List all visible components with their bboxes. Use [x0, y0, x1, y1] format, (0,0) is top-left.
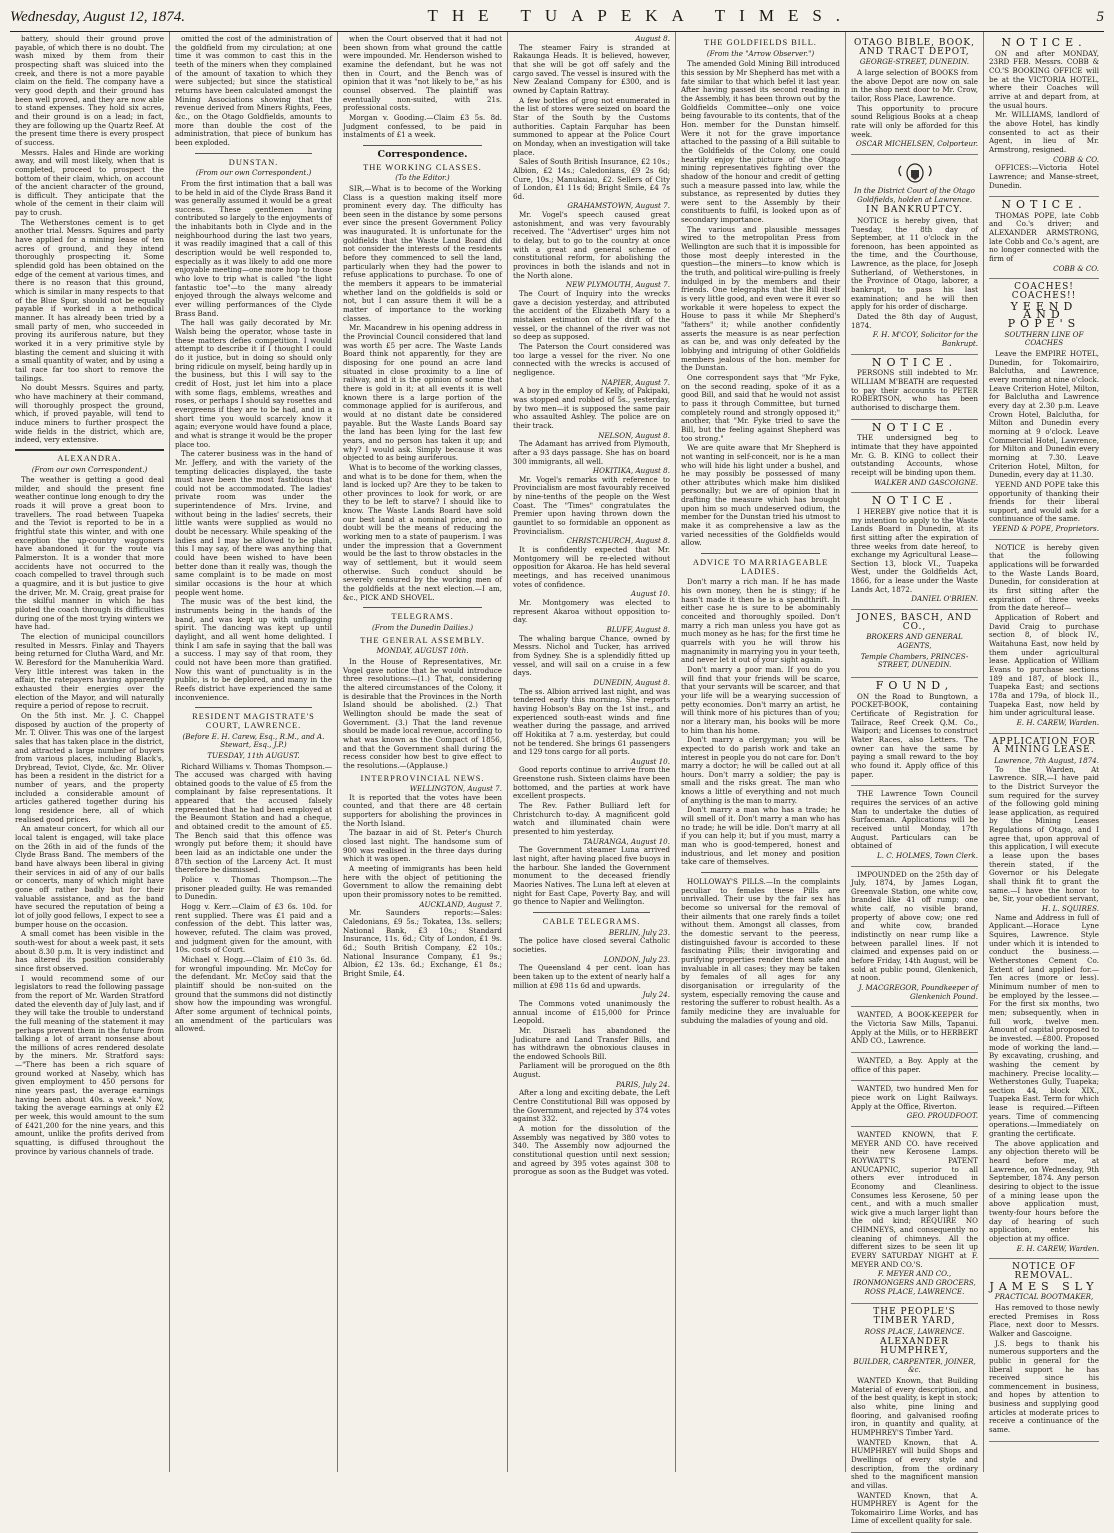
advert-address: Temple Chambers, PRINCES-STREET, DUNEDIN. — [860, 651, 969, 670]
article-text: The amended Gold Mining Bill introduced this session by Mr Shepherd has met with a fate similar to that which befel it last year. After having passed its second reading in the Assembly, it has been thrown out by the Goldfields Committee—only one voice being favourable to its contents, that of the Hon. member for the Dunstan himself. Were it not for the grave importance attached to the passing of a Bill suitable to the Goldfields of the Colony, one could heartily enjoy the picture of the Otago mining representatives fighting over the shadow of the honour and credit of getting such a measure passed into law, while the substance, as represented by duties they were sent to the Assembly by their constituents to fulfil, is looked upon as of secondary importance. — [681, 59, 840, 225]
article-text: SIR,—What is to become of the Working Class is a question making itself more prominent every day. The difficulty has been seen in the distance by some persons ever since the present Government Policy was inaugurated. It is unfortunate for the goldfields that the Waste Land Board did not consider the interests of the residents before they commenced to sell the land, particularly when they had the power to refuse applications to purchase. To one of the members it appears to be immaterial whether land on the goldfields is sold or not, but I can assure them it will be a matter of importance to the working classes. — [343, 183, 502, 323]
advert-title: NOTICE. — [871, 355, 958, 369]
advert-bankruptcy — [851, 155, 978, 355]
divider — [195, 707, 312, 708]
advert-text: The above application and any objection thereto will be heard before me, at Lawrence, on Wednesday, 9th September, 1874. Any person desiring to object to the issue of a mining lease upon the above application must, twenty-four hours before the day of hearing of such application, enter his objection at my office. — [989, 1138, 1099, 1243]
article-text: battery, should their ground prove payable, of which there is no doubt. The wash mixed by them from their prospecting shaft was sluiced into the creek, and there is not a more payable claim on the field. The company have a very good depth and their ground has been well proved, and they are now able to stand expenses. They hold six acres, and their ground is on a lead; in fact, they are following up the Quartz Reef. At the present time there is every prospect of success. — [15, 34, 164, 147]
article-text: Messrs. Hales and Hinde are working away, and will most likely, when that is completed, proceed to prospect the bottom of their claim, which, on account of the ancient character of the ground, is difficult. They anticipate that the whole of the cement in their claim will pay to crush. — [15, 147, 164, 218]
section-heading-alexandra: ALEXANDRA. — [57, 453, 122, 463]
advert-notice-walker — [851, 420, 978, 494]
advert-title: NOTICE. — [1001, 36, 1087, 49]
advert-date: Lawrence, 7th August, 1874. — [994, 755, 1099, 765]
advert-text: WANTED Known, that A. HUMPHREY is Agent for the Tokomairiro Lime Works, and has Lime of excellent quality for sale. — [851, 1490, 978, 1526]
advert-text: Leave the EMPIRE HOTEL, Dunedin, for Tokomairiro, Balclutha, and Lawrence, every morning at nine o'clock. Leave Criterion Hotel, Milton, for Balclutha and Lawrence every day at 2.30 p.m. Leave Crown Hotel, Balclutha, for Milton and Dunedin every morning at 9 o'clock. Leave Commercial Hotel, Lawrence, for Milton and Dunedin every morning at 7.30. Leave Criterion Hotel, Milton, for Dunedin, every day at 11.30. — [989, 349, 1099, 480]
article-text: On the 5th inst. Mr. J. C. Chappel disposed by auction of the property of Mr. T. Oliver. This was one of the largest sales that has taken place in the district, and attracted a large number of buyers from various places, including Black's, Drybread, Teviot, Clyde, &c. Mr. Oliver has been a resident in the district for a number of years, and the property included a considerable amount of articles gathered together during his long residence here, all of which realised good prices. — [15, 710, 164, 824]
column-2 — [170, 32, 338, 1472]
letter-title: THE WORKING CLASSES. — [363, 162, 482, 172]
advert-title: APPLICATION FOR A MINING LEASE. — [991, 736, 1097, 756]
column-4 — [508, 32, 676, 1472]
section-heading-advice: ADVICE TO MARRIAGEABLE LADIES. — [692, 558, 829, 576]
advert-subtitle: PRACTICAL BOOTMAKER, — [994, 1292, 1094, 1302]
advert-meyer-lamps — [851, 1127, 978, 1304]
dateline: BERLIN, July 23. — [608, 927, 670, 937]
advertisement-text: HOLLOWAY'S PILLS.—In the complaints peculiar to females these Pills are unrivalled. Their use by the fair sex has become so universal for the removal of their ailments that one rarely finds a toilet without them. Amongst all classes, from the domestic servant to the peeress, distinguished favour is accorded to these fascinating Pills; their invigorating and purifying properties render them safe and invaluable in all cases; they may be taken by females of all ages for any disorganisation or irregularity of the system, especially removing the cause and restoring the sufferer to robust health. As a family medicine they are invaluable for subduing the maladies of young and old. — [681, 877, 840, 1025]
divider — [15, 449, 164, 451]
article-text: The Government steamer Luna arrived last night, after having placed five buoys in the harbour. She landed the Government monument to the deceased friendly Maories Natives. The Luna left at eleven at night for East Cape, Poverty Bay, and will go thence to Napier and Wellington. — [513, 845, 670, 907]
column-5 — [676, 32, 846, 1472]
advert-title: FOUND, — [875, 679, 954, 693]
advert-text: THOMAS POPE, late Cobb and Co.'s driver; and ALEXANDER ARMSTRONG, late Cobb and Co.'s agent, are no longer connected with the firm of — [989, 210, 1099, 264]
article-text: Mr. Montgomery was elected to represent Akaroa without opposition to-day. — [513, 598, 670, 625]
article-text: An amateur concert, for which all our local talent is engaged, will take place on the 26th in aid of the funds of the Clyde Brass Band. The members of the band have always been liberal in giving their services in aid of any of our balls or concerts, many of which might have gone off rather badly but for their valuable assistance, and as the band have secured the reputation of being a lot of jolly good fellows, I expect to see a bumper house on the occasion. — [15, 824, 164, 929]
advert-text: WANTED, two hundred Men for piece work on Light Railways. Apply at the Office, Riverton. — [851, 1084, 978, 1111]
advert-notice-obrien — [851, 493, 978, 610]
court-title: In the District Court of the Otago Goldfields, holden at Lawrence. — [854, 185, 975, 204]
advert-title: THE PEOPLE'S TIMBER YARD, — [873, 1307, 956, 1327]
advert-address: GEORGE-STREET, DUNEDIN. — [859, 57, 970, 67]
dateline: WELLINGTON, August 7. — [409, 784, 502, 794]
advert-name: ALEXANDER HUMPHREY, — [879, 1337, 950, 1356]
advert-text: THE Lawrence Town Council requires the services of an active Man to undertake the duties of Surfaceman. Applications will be received until Monday, 17th August. Particulars can be obtained of — [851, 789, 978, 851]
section-heading-cable: CABLE TELEGRAMS. — [542, 916, 641, 926]
article-text: The Rev. Father Bulliard left for Christchurch to-day. A magnificent gold watch and illuminated chain were presented to him yesterday. — [513, 801, 670, 837]
article-text: The Commons voted unanimously the annual income of £15,000 for Prince Leopold. — [513, 998, 670, 1026]
advert-text: NOTICE is hereby given, that Tuesday, the 8th day of September, at 11 o'clock in the forenoon, has been appointed as the time, and the Courthouse, Lawrence, as the place, for Joseph Sutherland, of Wetherstones, in the Province of Otago, laborer, a bankrupt, to pass his last examination; and he will then apply for his order of discharge. — [851, 215, 978, 312]
masthead — [10, 6, 1104, 32]
advert-text: WANTED Known, that Building Material of every description, and of the best quality, is kept in stock; also white, pine lining and flooring, and galvanised roofing iron, in quantity and quality, at HUMPHREY'S Timber Yard. — [851, 1375, 978, 1437]
advert-signature: DANIEL O'BRIEN. — [911, 594, 978, 604]
article-text: Good reports continue to arrive from the Greenstone rush. Sixteen claims have been bottomed, and the parties at work have excellent prospects. — [513, 765, 670, 801]
article-text: The election of municipal councillors resulted in Messrs. Finlay and Thayers being returned for Clutha Ward, and Mr. W. Beresford for the Manuherikia Ward. Very little interest was taken in the affair, the ratepayers having apparently exhausted their energies over the election of the Mayor, and will naturally require a period of repose to recruit. — [15, 631, 164, 711]
article-text: The Wetherstones cement is to get another trial. Messrs. Squires and party have applied for a mining lease of ten acres of ground, and they intend thoroughly prospecting it. Some splendid gold has been obtained on the edge of the cement at various times, and there is no reason that this ground, which is similar in many respects to that of the Blue Spur, should not be equally payable if worked in a methodical manner. It has already been tried by a small party of men, who succeeded in proving its auriferous nature, but they worked it in a very primitive style by blasting the cement and sluicing it with a small quantity of water, and by using a tail race far too short to remove the tailings. — [15, 217, 164, 383]
dateline: HOKITIKA, August 8. — [592, 466, 670, 476]
advert-text: To the Warden, At Lawrence. SIR,—I have paid to the District Surveyor the sum required for the survey of the following gold mining lease application, as required by the Mining Leases Regulations of Otago, and I agree that, upon approval of this application, I will execute a lease upon the bases therein stated, if the Governor or his Delegate shall think fit to grant the same.—I have the honor to be, Sir, your obedient servant, — [989, 764, 1099, 904]
issue-date: Wednesday, August 12, 1874. — [10, 9, 185, 25]
article-text: In the House of Representatives, Mr. Vogel gave notice that he would introduce three resolutions:—(1.) That, considering the altered circumstances of the Colony, it is desirable that the Provinces in the North Island should be abolished. (2.) That Wellington should be made the seat of Government. (3.) That the land revenue should be made local revenue, according to what was known as the Compact of 1856, and that the Government shall during the recess consider how best to give effect to the resolutions.—(Applause.) — [343, 656, 502, 770]
advert-signature: E. H. CAREW, Warden. — [1016, 1243, 1099, 1253]
advert-title: JONES, BASCH, AND CO., — [856, 613, 973, 632]
advert-signature: E. H. CAREW, Warden. — [1016, 717, 1099, 727]
article-text: Don't marry a man who has a trade; he will smell of it. Don't marry a man who has no trade; he will be idle. Don't marry at all if you can help it; but if you must, marry a man who is good-tempered, honest and industrious, and let money and position take care of themselves. — [681, 805, 840, 867]
advert-signature: WALKER AND GASCOIGNE. — [874, 477, 978, 487]
article-text: Don't marry a rich man. If he has made his own money, then he is stingy; if he hasn't made it then he is a spendthrift. In either case he is sure to be abominably conceited and thoroughly spoiled. Don't marry a rich man unless you have got as much money as he has; for the first time he quarrels with you he will throw his magnanimity in marrying you in your teeth, and never let it out of your sight again. — [681, 577, 840, 665]
dateline: CHRISTCHURCH, August 8. — [566, 536, 670, 546]
column-1 — [10, 32, 170, 1472]
dateline: August 10. — [630, 589, 670, 599]
dateline: August 8. — [635, 34, 670, 43]
advert-signature: COBB & CO. — [1053, 263, 1099, 273]
article-text: Michael v. Hogg.—Claim of £10 3s. 6d. for wrongful impounding. Mr. McCoy for the defendant. Mr. McCoy said that the plaintiff should be non-suited on the ground that the summons did not distinctly show how the impounding was wrongful. After some argument of technical points, an amendment of the particulars was allowed. — [175, 954, 332, 1034]
divider — [195, 153, 312, 154]
paper-title: THE TUAPEKA TIMES. — [427, 6, 855, 25]
divider — [701, 553, 820, 554]
advert-impounded — [851, 867, 978, 1008]
article-text: The various and plausible messages wired to the metropolitan Press from Wellington are such that it is impossible for those most deeply interested in the question—the miners—to know which is the truth, and political wire-pulling is freely indulged in by the members and their friends. One telegraphs that the Bill itself is very little good, and even were it ever so workable it were hopeless to expect the House to pass it while Mr Shepherd's "fathers" it; while another confidently asserts the measure is as near perfection as can be, and was only defeated by the lobbying and intriguing of other Goldfields members jealous of the hon. member for the Dunstan. — [681, 224, 840, 373]
advert-signature: OSCAR MICHELSEN, Colporteur. — [855, 139, 978, 149]
article-text: omitted the cost of the administration of the goldfield from my circulation; at one time it was common to cast this in the teeth of the miners when they complained of the amount of taxation to which they were subjected; but since the statistical returns have been calculated amongst the Mining Associations showing that the revenue derived from Miners Rights, Fees, &c., on the Otago Goldfields, amounts to more than double the cost of the administration, that piece of bunkum has been exploded. — [175, 34, 332, 147]
dateline: AUCKLAND, August 7. — [419, 899, 502, 909]
article-text: A small comet has been visible in the south-west for about a week past, it sets about 8.30 p.m. It is very indistinct and has altered its position considerably since first observed. — [15, 929, 164, 973]
dateline: GRAHAMSTOWN, August 7. — [567, 201, 670, 211]
advert-text: This opportunity to procure sound Religious Books at a cheap rate will only be afforded for this week. — [851, 103, 978, 139]
advert-text: WANTED KNOWN, that F. MEYER AND CO. have received their new Kerosene Lamps. ROYWATT'S PATENT ANUCAPNIC, superior to all others ever introduced in Economy and Cleanliness. Consumes less Kerosene, 50 per cent., and with a much smaller wick give a much larger light than the old kind; REQUIRE NO CHIMNEYS, and consequently no cleaning of chimneys. All the different sizes to be seen lit up EVERY SATURDAY NIGHT at F. MEYER AND CO.'S. — [851, 1129, 978, 1269]
advert-title: NOTICE. — [1001, 198, 1087, 212]
article-text: A motion for the dissolution of the Assembly was negatived by 380 votes to 340. The Assembly now adjourned the constitutional question until next session; and agreed by 395 votes against 308 to prorogue as soon as the Budget was voted. — [513, 1124, 670, 1177]
advert-text: A large selection of BOOKS from the above Depot are now on sale in the shop next door to Mr. Crow, tailor, Ross Place, Lawrence. — [851, 67, 978, 103]
dateline: July 24. — [642, 990, 670, 1000]
advert-timber-yard — [851, 1304, 978, 1533]
advert-found — [851, 678, 978, 786]
article-text: Mr. Disraeli has abandoned the Judicature and Land Transfer Bills, and has withdrawn the obnoxious clauses in the endowed Schools Bill. — [513, 1025, 670, 1061]
dateline: DUNEDIN, August 8. — [593, 677, 670, 687]
advert-text: NOTICE is hereby given that the following applications will be forwarded to the Waste Lands Board, Dunedin, for consideration at its first sitting after the expiration of three weeks from the date hereof— — [989, 542, 1100, 613]
columns — [10, 32, 1104, 1526]
advert-mining-lease — [989, 734, 1099, 1260]
page-number: 5 — [1096, 9, 1104, 25]
advert-subtitle: BUILDER, CARPENTER, JOINER, &c. — [853, 1356, 976, 1375]
article-text: The Adamant has arrived from Plymouth, after a 93 days passage. She has on board 300 immigrants, all well. — [513, 439, 670, 466]
advert-text: WANTED, a Boy. Apply at the office of this paper. — [851, 1055, 978, 1074]
article-text: The police have closed several Catholic societies. — [513, 936, 670, 954]
advert-name: YEEND AND POPE'S — [1007, 299, 1081, 331]
advert-text: WANTED, A BOOK-KEEPER for the Victoria Saw Mills, Tapanui. Apply at the Mills, or to HERBERT AND CO., Lawrence. — [851, 1010, 978, 1046]
advert-address: ROSS PLACE, LAWRENCE. — [864, 1326, 965, 1336]
advert-title: OTAGO BIBLE, BOOK, AND TRACT DEPOT, — [854, 38, 975, 57]
article-text: Mr. Saunders reports:—Sales: Caledonians, £9 5s.; Tokatea, 13s. sellers; National Bank, £3 10s.; Standard Insurance, 11s. 6d.; City of London, £1 9s. 6d.; South British Company, £2 10s.; National Insurance Company, £1 9s.; Albion, £2 13s. 6d.; Exchange, £1 8s.; Bright Smile, £4. — [343, 908, 502, 978]
article-text: The ss. Albion arrived last night, and was tendered early this morning. She reports having Hobson's Bay on the 1st inst., and experienced south-east winds and fine weather during the passage, and arrived off Hokitika at 7 a.m. yesterday, but could not be tendered. She brings 61 passengers and 129 tons cargo for all ports. — [513, 686, 670, 757]
advert-text: OFFICES:—Victoria Hotel Lawrence; and Manse-street, Dunedin. — [989, 163, 1099, 190]
article-text: No doubt Messrs. Squires and party, who have machinery at their command, will thoroughly prospect the ground, which, if proved payable, will tend to induce miners to further prospect the wide fields in the district, which are, indeed, very extensive. — [15, 383, 164, 445]
advert-coaches — [989, 279, 1099, 539]
article-text: The Paterson the Court considered was too large a vessel for the river. No one connected with the wrecks is accused of negligence. — [513, 341, 670, 377]
article-text: The Queensland 4 per cent. loan has been taken up to the extent of nearly half a million at £98 11s 6d and upwards. — [513, 963, 670, 990]
advert-text: J.S. begs to thank his numerous supporters and the public in general for the liberal support he has received since his commencement in business, and hopes by attention to business and supplying good articles at moderate prices to receive a continuance of the same. — [989, 1338, 1099, 1435]
section-heading-dunstan: DUNSTAN. — [228, 157, 279, 167]
advert-text: YEEND AND POPE take this opportunity of thanking their friends for their liberal support, and would ask for a continuance of the same. — [989, 479, 1099, 524]
advert-signature: GEO. PROUDFOOT. — [906, 1111, 978, 1121]
article-text: Police v. Thomas Thompson.—The prisoner pleaded guilty. He was remanded to Dunedin. — [175, 875, 332, 902]
advert-text: Application of Robert and David Craig to purchase section 8, of block IV., Waitahuna East, now held by them under agricultural lease. Application of William Evans to purchase sections 189 and 187, of block II., Tuapeka East; and sections 178a and 179a, of block II., Tuapeka East, now held by him under agricultural lease. — [989, 613, 1099, 718]
article-text: The music was of the best kind, the instruments being in the hands of the band, and was kept up with unflagging spirit. The dancing was kept up until daylight, and all went home delighted. I think I am safe in saying that the ball was a success. I may say of that room, they could not have been more than gratified. Now this want of punctuality is in the public, is to be deplored, and many in the Reefs district have experienced the same inconvenience. — [175, 597, 332, 702]
dateline: MONDAY, AUGUST 10th. — [376, 646, 469, 656]
advert-title: NOTICE OF REMOVAL. — [1012, 1262, 1076, 1281]
article-text: What is to become of the working classes, and what is to be done for them, when the land is locked up? Are they to be taken to other provinces to look for work, or are they to be left to starve? I should like to know. The Waste Lands Board have sold our best land at a nominal price, and no doubt will be the means of reducing the working men to a state of pauperism. I was under the impression that a Government would be the last to throw obstacles in the way of settlement, but it would seem otherwise. Such conduct should be severely censured by the working men of the goldfields at the next election.—I am, &c., PICK AND SHOVEL. — [343, 462, 502, 602]
article-text: Morgan v. Gooding.—Claim £3 5s. 8d. Judgment confessed, to be paid in instalments of £1 a week. — [343, 112, 502, 140]
article-text: The caterer business was in the hand of Mr. Jeffery, and with the variety of the tempting delicacies displayed, the taste must have been the most fastidious that could not be accommodated. The ladies' private room was under the superintendence of Mrs. Irvine, and without being in the ladies' secrets, their little wants were supplied as would no doubt be necessary. While speaking of the ladies and I may be allowed to be plain, this I may say, of there was anything that could have been wished to have been better done than it really was, though the same complaint is to be made on most similar occasions is the hour at which people went home. — [175, 449, 332, 597]
advert-subtitle: BROKERS AND GENERAL AGENTS, — [866, 632, 963, 651]
article-text: Mr. Vogel's remarks with reference to Provincialism are most favourably received by nine-tenths of the people on the West Coast. The "Times" congratulates the Premier upon having thrown down the gauntlet to so formidable an opponent as Provincialism. — [513, 474, 670, 536]
advert-text: Dated the 8th day of August, 1874. — [851, 312, 978, 330]
advert-text: PERSONS still indebted to Mr. WILLIAM M'BEATH are requested to pay their accounts to PETER ROBERTSON, who has been authorised to discharge them. — [851, 368, 978, 412]
dateline: BLUFF, August 8. — [606, 624, 670, 634]
advert-title: NOTICE. — [871, 420, 958, 434]
advert-text: Name and Address in full of Applicant.—Horace Lyne Squires, Lawrence. Style under which it is intended to conduct the business.—Wetherstones Cement Co. Extent of land applied for.—Ten acres (more or less). Minimum number of men to be employed by the lessee.—For the first six months, two men; subsequently, when in full work, twelve men. Amount of capital proposed to be invested. —£800. Proposed mode of working the land.—By excavating, crushing, and washing the cement by machinery. Precise locality.—Wetherstones Gully, Tuapeka; section 44, block XIX., Tuapeka East. Term for which lease is required.—Fifteen years. Time of commencing operations.—Immediately on granting the certificate. — [989, 912, 1099, 1139]
advert-text: ON and after MONDAY, 23RD FEB. Messrs. COBB & CO.'S BOOKING OFFICE will be at the VICTORIA HOTEL, where their Coaches will arrive at and depart from, at the usual hours. — [989, 48, 1099, 110]
advert-title: NOTICE. — [871, 494, 958, 508]
article-text: We are quite aware that Mr Shepherd is not wanting in self-conceit, nor is he a man who will hide his light under a bushel, and he may possibly be possessed of many other attributes which make him disliked personally; but we are of opinion that in drafting the measure which has brought upon him so much undeserved odium, the member for the Dunstan tried his utmost to make it as comprehensive a law as the varied necessities of the Goldfields would allow. — [681, 443, 840, 548]
article-text: Richard Williams v. Thomas Thompson.—The accused was charged with having obtained goods to the value of £5 from the complainant by false representations. It appeared that the accused falsely represented that he had been employed at the Beaumont Station and had a cheque, and obtained credit to the amount of £5. The Bench said that this offence was wrongly put before them; it should have been laid as an indictable one under the 87th section of the Larceny Act. It must therefore be dismissed. — [175, 761, 332, 875]
advert-boy-wanted — [851, 1053, 978, 1081]
dateline: NELSON, August 8. — [598, 430, 670, 440]
article-text: Sales of South British Insurance, £2 10s.; Albion, £2 14s.; Caledonians, £9 2s 6d; Cure, 10s.; Manukaiau, £2. Sellers of City of London, £1 11s 6d; Bright Smile, £4 7s 6d. — [513, 157, 670, 201]
section-heading-telegrams: TELEGRAMS. — [391, 612, 454, 622]
column-3 — [338, 32, 508, 1472]
section-heading-court: RESIDENT MAGISTRATE'S COURT, LAWRENCE. — [192, 712, 315, 730]
sub-heading: THE GENERAL ASSEMBLY. — [360, 635, 485, 645]
divider — [363, 607, 482, 608]
sub-heading: INTERPROVINCIAL NEWS. — [360, 773, 485, 783]
column-7 — [984, 32, 1104, 1472]
article-text: The hall was gaily decorated by Mr. Walsh being the operator, whose taste in these matters defies competition. I would attempt to describe it if I thought I could do it justice, but in doing so should only bring ridicule on myself, being hardly up in the business, but this I will say to the credit of Host, just let him into a place with some flags, emblems, wreathes and roses, or perhaps I should say rosettes and evergreens if they are to be had, and in a short time you would scarcely know it again; everyone would have found a place, and what is strange it would be the proper place too. — [175, 318, 332, 449]
article-text: One correspondent says that "Mr Fyke, on the second reading, spoke of it as a good Bill, and said that he would not assist to pass it through Committee, but turned completely round and strongly opposed it;" another, that "Mr. Fyke tried to save the Bill, but the feeling against Shepherd was too strong." — [681, 372, 840, 443]
divider — [533, 912, 650, 913]
divider — [363, 145, 482, 146]
advert-signature: L. C. HOLMES, Town Clerk. — [876, 850, 978, 860]
dateline: NAPIER, August 7. — [601, 377, 670, 387]
section-byline: (Before E. H. Carew, Esq., R.M., and A. Stewart, Esq., J.P.) — [182, 731, 325, 750]
royal-arms-icon — [895, 162, 935, 184]
dateline: PARIS, July 24. — [615, 1079, 670, 1089]
article-text: Mr. Vogel's speech caused great astonishment, and was very favourably received. The "Advertiser" urges him not to delay, but to go to the country at once with a great and general scheme of constitutional reform, for abolishing the provinces in both the islands and not in the North alone. — [513, 210, 670, 280]
letter-salutation: (To the Editor.) — [395, 173, 450, 183]
section-heading-goldfields-bill: THE GOLDFIELDS BILL. — [704, 38, 817, 47]
advert-text: Mr. WILLIAMS, landlord of the above Hotel, has kindly consented to act as their Agent, in lieu of Mr. Armstrong, resigned. — [989, 110, 1099, 154]
dateline: LONDON, July 23. — [603, 954, 670, 964]
article-text: Hogg v. Kerr.—Claim of £3 6s. 10d. for rent supplied. There was £1 paid and a confession of the debt. This latter was, however, refuted. The claim was proved, and judgment given for the amount, with 10s. costs of Court. — [175, 902, 332, 955]
advert-waste-lands — [989, 540, 1099, 734]
advert-signature: H. L. SQUIRES. — [1041, 904, 1099, 914]
article-text: The bazaar in aid of St. Peter's Church closed last night. The handsome sum of 900 was realised in the three days during which it was open. — [343, 828, 502, 864]
dateline: August 10. — [630, 756, 670, 766]
dateline: TAURANGA, August 10. — [583, 836, 670, 846]
article-text: The weather is getting a good deal milder, and should the present fine weather continue long enough to dry the roads it will prove a great boon to travellers. The road between Tuapeka and the Teviot is reported to be in a frightful state this winter, and with one exception the up-country waggoners have abandoned it for the route via Palmerston. It is a wonder that more accidents have not occurred to the coach compelled to travel through such a quagmire, and it is but justice to give the driver, Mr. M. Craig, great praise for the skilful manner in which he has piloted the coach through its difficulties during one of the most trying winters we have had. — [15, 475, 164, 632]
article-text: The Court of Inquiry into the wrecks gave a decision yesterday, and attributed the accident of the Elizabeth Mary to a mistaken estimation of the drift of the vessel, or the channel of the river was not so deep as supposed. — [513, 289, 670, 342]
article-text: I would recommend some of our legislators to read the following passage from the report of Mr. Warden Stratford dated the eleventh day of July last, and if they will take the trouble to understand the full meaning of the statement it may perhaps prevent them in the future from talking a lot of arrant nonsense about the millions of acres rendered desolate by the miners. Mr. Stratford says:—"There has been a rich square of ground worked at Naseby, which has given employment to 450 persons for nine years past, the average earnings having been about 40s. a week." Now, taking the average earnings at only £2 per week, this would amount to the sum of £421,200 for the nine years, and this amount, unlike the profits derived from squatting, is diffused throughout the province by various channels of trade. — [15, 973, 164, 1156]
advert-removal — [989, 1259, 1099, 1441]
article-text: After a long and exciting debate, the Left Centre Constitutional Bill was opposed by the Government, and rejected by 374 votes against 332. — [513, 1088, 670, 1124]
advert-text: Has removed to those newly erected Premises in Ross Place, next door to Messrs. Walker and Gascoigne. — [989, 1302, 1099, 1338]
advert-text: WANTED Known, that A. HUMPHREY will build Shops and Dwellings of every style and description, from the ordinary shed to the magnificent mansion and villas. — [851, 1437, 978, 1490]
advert-text: I HEREBY give notice that it is my intention to apply to the Waste Lands Board in Dunedin, at its first sitting after the expiration of three weeks from date hereof, to exchange my Agricultural Lease—Section 13, block VI., Tuapeka West, under the Goldfields Act, 1866, for a lease under the Waste Lands Act, 1872. — [851, 506, 978, 594]
advert-signature: F. MEYER AND CO., IRONMONGERS AND GROCERS, ROSS PLACE, LAWRENCE. — [853, 1269, 976, 1296]
section-byline: (From the "Arrow Observer.") — [706, 48, 815, 58]
court-date: TUESDAY, 11th AUGUST. — [207, 750, 300, 760]
article-text: Don't marry a poor man. If you do you will find that your friends will be scarce, that your servants will be scarcer, and that your life will be a wearying succession of petty economies. Don't marry an artist, he will think more of his pictures than of you; nor a literary man, his books will be more to him than his home. — [681, 664, 840, 735]
advert-text: IMPOUNDED on the 25th day of July, 1874, by James Logan, Greenvale Station, one white cow, branded like 41 off rump; one white calf, no visible brand, property of above cow; one red and white cow, branded indistinctly on near rump like a between parallel lines. If not claimed and expenses paid on or before Friday, 14th August, will be sold at public pound, Glenkenich, at noon. — [851, 869, 978, 983]
dateline: NEW PLYMOUTH, August 7. — [565, 280, 670, 290]
advert-cobb-booking — [989, 35, 1099, 197]
article-text: It is reported that the votes have been counted, and that there are 48 certain supporters for abolishing the provinces in the North Island. — [343, 792, 502, 828]
article-text: The steamer Fairy is stranded at Rakaunga Heads. It is believed, however, that she will be got off safely and the cargo saved. The vessel is insured with the New Zealand Company for £300, and is owned by Captain Rattray. — [513, 42, 670, 95]
article-text: Parliament will be prorogued on the 8th August. — [513, 1061, 670, 1080]
section-byline: (From our own Correspondent.) — [31, 464, 148, 474]
advert-name: JAMES SLY — [989, 1279, 1099, 1293]
advert-title: COACHES! COACHES!! — [1011, 282, 1077, 302]
advert-signature: COBB & CO. — [1053, 154, 1099, 164]
advert-text: ON the Road to Bungtown, a POCKET-BOOK, containing Certificate of Registration for Tailrace, Reef Creek Q.M. Co., Waipori; and Licenses to construct Water Races, also Letters. The owner can have the same by paying a small reward to the boy who found it. Apply office of this paper. — [851, 691, 978, 779]
divider — [701, 872, 820, 873]
advert-text: THE undersigned beg to intimate that they have appointed Mr. G. B. KING to collect their outstanding Accounts, whose receipt will be binding upon them. — [851, 433, 978, 477]
article-text: It is confidently expected that Mr. Montgomery will be re-elected without opposition for Akaroa. He has held several meetings, and has received unanimous votes of confidence. — [513, 545, 670, 589]
article-text: Don't marry a clergyman; you will be expected to do parish work and take an interest in people you do not care for. Don't marry a doctor; he will be called out at all hours. Don't marry a soldier; the pay is small and the risks great. The man who knows a little of everything and not much of anything is the man to marry. — [681, 735, 840, 805]
column-6 — [846, 32, 984, 1526]
advert-cobb-notice — [989, 197, 1099, 279]
article-text: The whaling barque Chance, owned by Messrs. Nichol and Tucker, has arrived from Sydney. She is a splendidly fitted up vessel, and will sail on a cruise in a few days. — [513, 633, 670, 678]
advert-jones-basch — [851, 610, 978, 678]
advert-notice-mbeath — [851, 355, 978, 420]
article-text: when the Court observed that it had not been shown from what ground the cattle were impounded. Mr. Henderson wished to examine the defendant, but he was not then in Court, and the Bench was of opinion that it was "not likely to be," as his counsel observed. The plaintiff was eventually non-suited, with 21s. professional costs. — [343, 34, 502, 113]
advert-men-wanted — [851, 1081, 978, 1127]
advert-signature: F. H. M'COY, Solicitor for the Bankrupt. — [872, 330, 978, 349]
advert-subtitle: SOUTHERN LINE OF COACHES — [1004, 329, 1084, 348]
article-text: From the first intimation that a ball was to be held in aid of the Clyde Brass Band it was generally assumed it would be a great success. These gentlemen having contributed so largely to the enjoyments of the inhabitants both in Clyde and in the neighbourhood during the last two years, it was readily imagined that a call of this description would be well responded to, especially as it was likely to add one more enjoyable meeting—one more hop to those who love to trip what is called "the light fantastic toe"—to the many already enjoyed through the always welcome and ever willing performances of the Clyde Brass Band. — [175, 178, 332, 318]
article-text: Mr. Macandrew in his opening address in the Provincial Council considered that land was worth £5 per acre. The Waste Lands Board think not apparently, for they are disposing for one pound an acre land situated in close proximity to a line of railway, and it is the opinion of some that there is gold in it; at all events it is well known there is a large portion of the commonage applied for is auriferous, and would at no distant date be considered payable. But the Waste Lands Board say the land has been lying for the last few years, and no person has taken it up; and why? I would ask. Simply because it was objected to as being auriferous. — [343, 323, 502, 463]
article-text: A boy in the employ of Kelly, of Pakipaki, was stopped and robbed of 5s., yesterday, by two men—it is supposed the same pair who assaulted Ashley. The police are on their track. — [513, 386, 670, 430]
advert-town-council — [851, 786, 978, 866]
advert-title: IN BANKRUPTCY. — [866, 205, 963, 216]
section-byline: (From our own Correspondent.) — [195, 168, 312, 178]
section-heading-correspondence: Correspondence. — [377, 148, 468, 160]
advert-bookkeeper — [851, 1007, 978, 1053]
article-text: A few bottles of grog not enumerated in the list of stores were seized on board the Star of the South by the Customs authorities. Captain Farquhar has been summoned to appear at the Police Court on Monday, when an investigation will take place. — [513, 95, 670, 157]
advert-signature: YEEND & POPE, Proprietors. — [992, 524, 1099, 534]
advert-bible-depot — [851, 35, 978, 155]
advert-signature: J. MACGREGOR, Poundkeeper of Glenkenich Pound. — [858, 983, 978, 1001]
article-text: A meeting of immigrants has been held here with the object of petitioning the Government to allow the remaining debt upon their promissory notes to be remitted. — [343, 864, 502, 900]
section-byline: (From the Dunedin Dailies.) — [371, 623, 474, 632]
